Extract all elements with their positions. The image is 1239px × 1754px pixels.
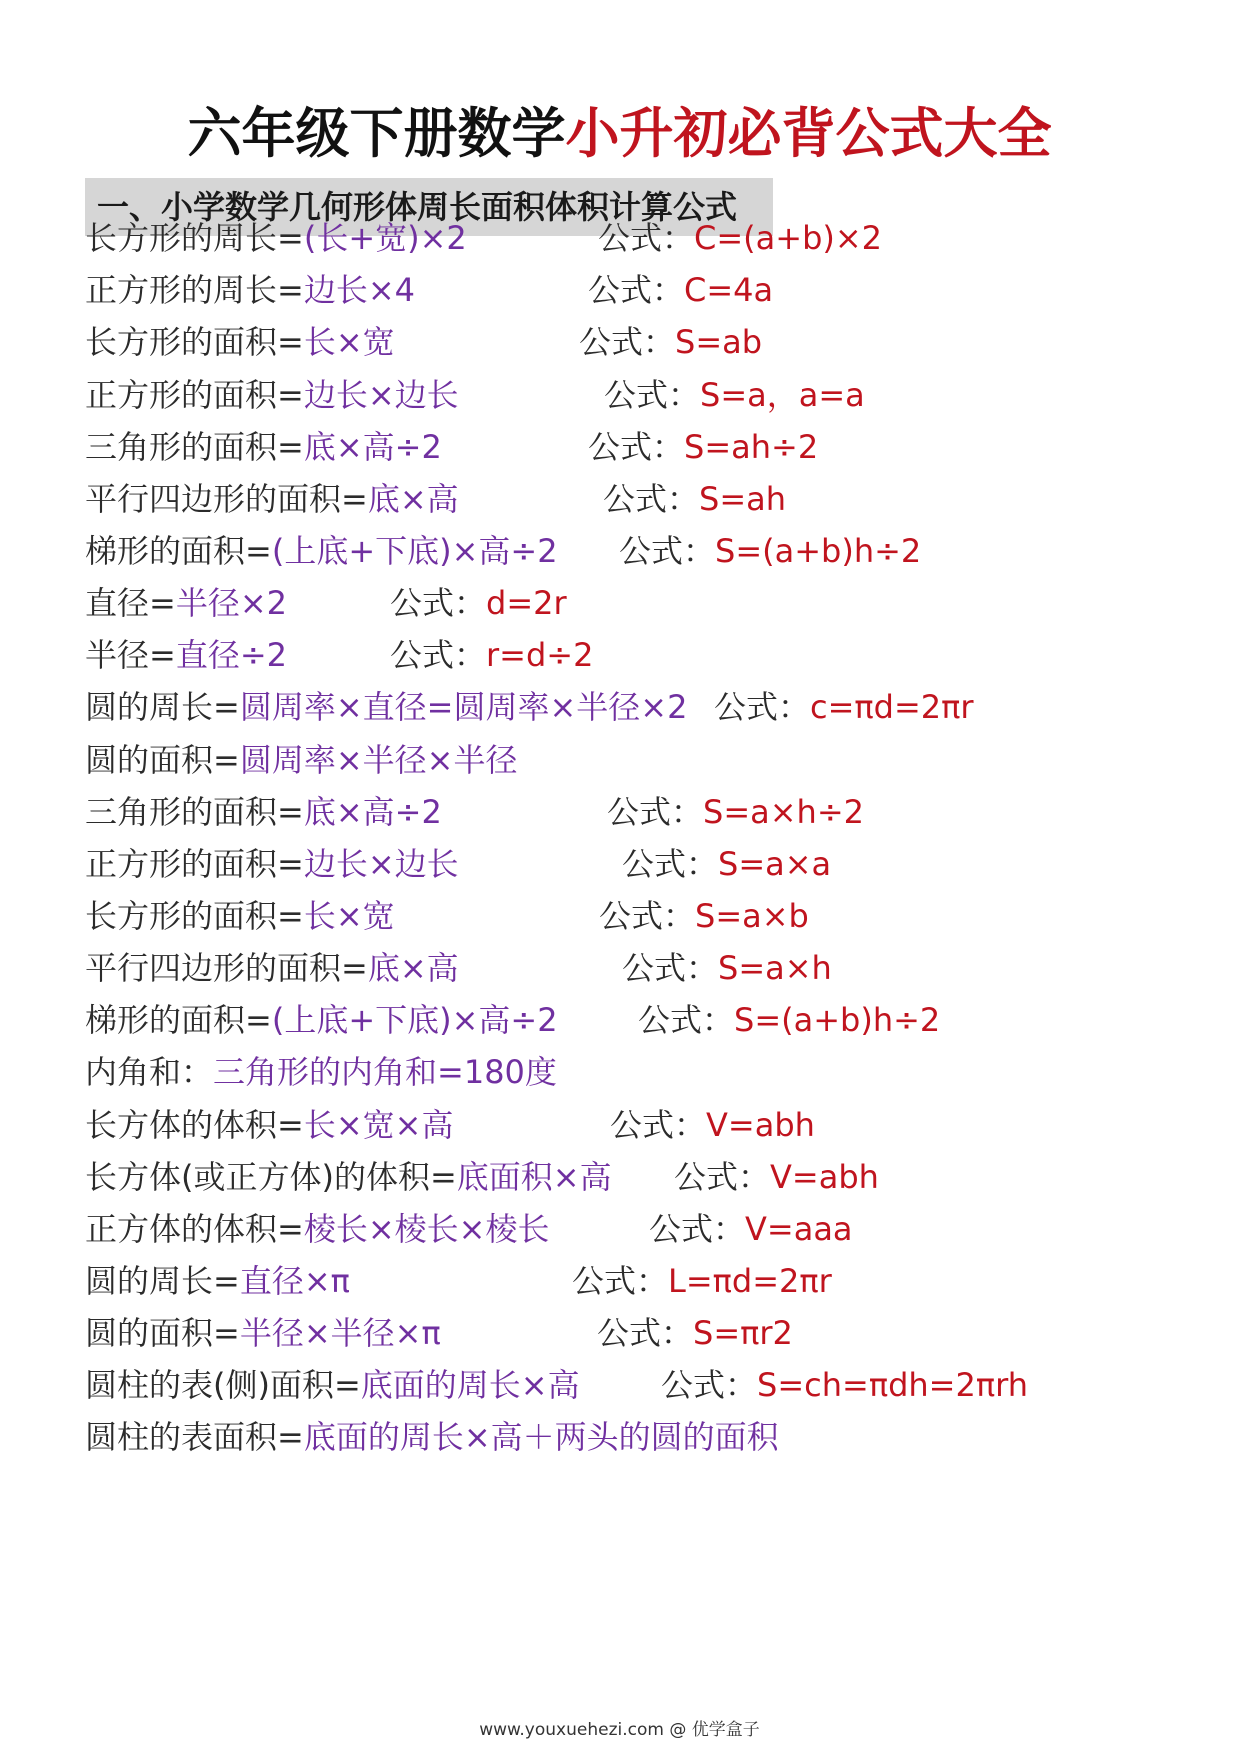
formula-name: 长方体的体积= (85, 1106, 304, 1144)
formula-row (85, 731, 1205, 789)
formula-name: 正方体的体积= (85, 1210, 304, 1248)
formula-expression: 半径×半径×π (239, 1314, 441, 1352)
formula-description (85, 1408, 779, 1466)
formula-row (85, 418, 1205, 476)
formula-row (85, 939, 1205, 997)
formula-description (85, 887, 395, 945)
formula-name: 圆柱的表面积= (85, 1418, 304, 1456)
formula-symbolic: S=a×h (718, 949, 832, 987)
formula-name: 正方形的周长= (85, 271, 304, 309)
formula-description (85, 574, 287, 632)
formula-row (85, 1096, 1205, 1154)
formula-row (85, 991, 1205, 1049)
formula-name: 梯形的面积= (85, 532, 272, 570)
formula-description (85, 470, 459, 528)
formula-name: 直径= (85, 584, 176, 622)
formula-row (85, 313, 1205, 371)
formula-label: 公式： (597, 1314, 694, 1352)
formula-name: 圆柱的表(侧)面积= (85, 1366, 361, 1404)
formula-name: 长方体(或正方体)的体积= (85, 1158, 457, 1196)
formula-expression: 棱长×棱长×棱长 (303, 1210, 550, 1248)
formula-symbolic: S=a×a (718, 845, 832, 883)
page-title-part1: 六年级下册数学 (187, 102, 566, 165)
page-title-part2: 小升初必背公式大全 (565, 102, 1052, 165)
formula-label: 公式： (622, 845, 719, 883)
formula-name: 内角和： (85, 1053, 214, 1091)
formula-label: 公式： (588, 271, 685, 309)
formula-symbolic: S=πr2 (693, 1314, 793, 1352)
formula-expression: 边长×边长 (303, 376, 459, 414)
formula-label: 公式： (579, 323, 676, 361)
formula-expression: 长×宽 (303, 897, 395, 935)
formula-expression: 底面积×高 (456, 1158, 612, 1196)
formula-label: 公式： (390, 584, 487, 622)
formula-row (85, 1252, 1205, 1310)
formula-name: 长方形的面积= (85, 897, 304, 935)
formula-symbolic: V=aaa (745, 1210, 853, 1248)
formula-name: 正方形的面积= (85, 845, 304, 883)
formula-description (85, 366, 459, 424)
formula-label: 公式： (714, 688, 811, 726)
formula-description (85, 991, 558, 1049)
formula-row (85, 1148, 1205, 1206)
formula-expression: 底×高 (367, 480, 459, 518)
formula-label: 公式： (604, 376, 701, 414)
section-heading: 一、小学数学几何形体周长面积体积计算公式 (97, 188, 738, 226)
formula-expression: 直径÷2 (175, 636, 288, 674)
formula-row (85, 678, 1205, 736)
formula-symbolic: c=πd=2πr (810, 688, 974, 726)
formula-row (85, 261, 1205, 319)
formula-row (85, 470, 1205, 528)
formula-row (85, 783, 1205, 841)
formula-row (85, 209, 1205, 267)
formula-label: 公式： (610, 1106, 707, 1144)
formula-label: 公式： (649, 1210, 746, 1248)
formula-expression: 底×高÷2 (303, 793, 442, 831)
formula-expression: 直径×π (239, 1262, 350, 1300)
formula-symbolic: S=ah÷2 (684, 428, 819, 466)
formula-symbolic: L=πd=2πr (668, 1262, 832, 1300)
formula-expression: 半径×2 (175, 584, 288, 622)
formula-expression: (上底+下底)×高÷2 (271, 1001, 558, 1039)
formula-name: 平行四边形的面积= (85, 949, 368, 987)
formula-description (85, 1148, 612, 1206)
formula-description (85, 209, 467, 267)
formula-expression: (上底+下底)×高÷2 (271, 532, 558, 570)
formula-label: 公式： (622, 949, 719, 987)
formula-label: 公式： (638, 1001, 735, 1039)
formula-description (85, 678, 687, 736)
formula-description (85, 1304, 441, 1362)
formula-row (85, 1356, 1205, 1414)
formula-symbolic: C=4a (684, 271, 774, 309)
formula-row (85, 522, 1205, 580)
formula-name: 三角形的面积= (85, 428, 304, 466)
formula-description (85, 1096, 453, 1154)
formula-label: 公式： (598, 219, 695, 257)
formula-name: 半径= (85, 636, 176, 674)
formula-row (85, 1043, 1205, 1101)
formula-row (85, 626, 1205, 684)
formula-label: 公式： (619, 532, 716, 570)
formula-name: 长方形的周长= (85, 219, 304, 257)
formula-row (85, 835, 1205, 893)
formula-row (85, 887, 1205, 945)
formula-description (85, 626, 287, 684)
formula-symbolic: S=ah (699, 480, 787, 518)
formula-name: 圆的周长= (85, 688, 240, 726)
formula-description (85, 731, 517, 789)
formula-name: 正方形的面积= (85, 376, 304, 414)
formula-name: 梯形的面积= (85, 1001, 272, 1039)
formula-symbolic: V=abh (706, 1106, 815, 1144)
formula-name: 圆的周长= (85, 1262, 240, 1300)
formula-description (85, 261, 415, 319)
formula-description (85, 1356, 580, 1414)
formula-name: 三角形的面积= (85, 793, 304, 831)
formula-label: 公式： (572, 1262, 669, 1300)
formula-description (85, 939, 459, 997)
formula-label: 公式： (390, 636, 487, 674)
formula-name: 圆的面积= (85, 741, 240, 779)
formula-expression: 底×高 (367, 949, 459, 987)
formula-label: 公式： (674, 1158, 771, 1196)
formula-label: 公式： (599, 897, 696, 935)
formula-description (85, 1252, 350, 1310)
formula-label: 公式： (607, 793, 704, 831)
formula-description (85, 1043, 557, 1101)
formula-symbolic: S=(a+b)h÷2 (734, 1001, 941, 1039)
formula-symbolic: S=a×b (695, 897, 809, 935)
formula-symbolic: r=d÷2 (486, 636, 594, 674)
page-title (0, 98, 1239, 170)
formula-label: 公式： (661, 1366, 758, 1404)
formula-symbolic: S=ch=πdh=2πrh (757, 1366, 1028, 1404)
formula-expression: 长×宽×高 (303, 1106, 454, 1144)
formula-description (85, 522, 558, 580)
formula-expression: 底×高÷2 (303, 428, 442, 466)
formula-expression: 边长×4 (303, 271, 416, 309)
formula-label: 公式： (603, 480, 700, 518)
formula-row (85, 366, 1205, 424)
formula-row (85, 1200, 1205, 1258)
formula-name: 平行四边形的面积= (85, 480, 368, 518)
formula-expression: 圆周率×直径=圆周率×半径×2 (239, 688, 688, 726)
formula-symbolic: S=a×h÷2 (703, 793, 864, 831)
formula-name: 圆的面积= (85, 1314, 240, 1352)
formula-symbolic: S=a，a=a (700, 376, 865, 414)
formula-label: 公式： (588, 428, 685, 466)
formula-row (85, 1408, 1205, 1466)
formula-description (85, 418, 442, 476)
formula-symbolic: S=ab (675, 323, 763, 361)
footer-watermark: www.youxuehezi.com @ 优学盒子 (479, 1720, 760, 1740)
formula-expression: 长×宽 (303, 323, 395, 361)
formula-row (85, 1304, 1205, 1362)
formula-expression: 边长×边长 (303, 845, 459, 883)
formula-symbolic: C=(a+b)×2 (694, 219, 883, 257)
formula-expression: 底面的周长×高＋两头的圆的面积 (303, 1418, 779, 1456)
formula-description (85, 313, 395, 371)
formula-expression: 三角形的内角和=180度 (213, 1053, 557, 1091)
formula-expression: (长+宽)×2 (303, 219, 467, 257)
formula-description (85, 1200, 549, 1258)
formula-description (85, 783, 442, 841)
formula-symbolic: d=2r (486, 584, 567, 622)
formula-symbolic: V=abh (770, 1158, 879, 1196)
formula-row (85, 574, 1205, 632)
formula-expression: 圆周率×半径×半径 (239, 741, 518, 779)
formula-description (85, 835, 459, 893)
formula-symbolic: S=(a+b)h÷2 (715, 532, 922, 570)
formula-name: 长方形的面积= (85, 323, 304, 361)
formula-expression: 底面的周长×高 (360, 1366, 580, 1404)
